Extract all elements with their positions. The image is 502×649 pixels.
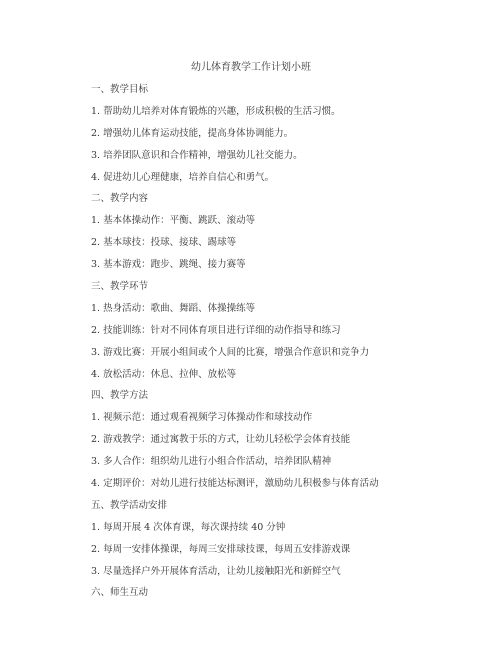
list-item: 3. 多人合作：组织幼儿进行小组合作活动，培养团队精神 — [91, 456, 332, 467]
list-item: 2. 基本球技：投球、接球、踢球等 — [91, 237, 237, 248]
list-item: 1. 每周开展 4 次体育课，每次课持续 40 分钟 — [91, 522, 286, 533]
list-item: 2. 游戏教学：通过寓教于乐的方式，让幼儿轻松学会体育技能 — [91, 434, 351, 445]
list-item: 2. 技能训练：针对不同体育项目进行详细的动作指导和练习 — [91, 325, 341, 336]
section-heading: 四、教学方法 — [91, 390, 149, 401]
list-item: 3. 尽量选择户外开展体育活动，让幼儿接触阳光和新鲜空气 — [91, 566, 341, 577]
list-item: 4. 定期评价：对幼儿进行技能达标测评，激励幼儿积极参与体育活动 — [91, 478, 379, 489]
list-item: 3. 基本游戏：跑步、跳绳、接力赛等 — [91, 259, 246, 270]
document-title: 幼儿体育教学工作计划小班 — [191, 62, 311, 73]
list-item: 3. 培养团队意识和合作精神，增强幼儿社交能力。 — [91, 150, 303, 161]
list-item: 1. 热身活动：歌曲、舞蹈、体操操练等 — [91, 303, 256, 314]
list-item: 1. 基本体操动作：平衡、跳跃、滚动等 — [91, 215, 256, 226]
section-heading: 三、教学环节 — [91, 281, 149, 292]
list-item: 2. 每周一安排体操课，每周三安排球技课，每周五安排游戏课 — [91, 544, 351, 555]
list-item: 3. 游戏比赛：开展小组间或个人间的比赛，增强合作意识和竞争力 — [91, 347, 370, 358]
section-heading: 一、教学目标 — [91, 84, 149, 95]
list-item: 2. 增强幼儿体育运动技能，提高身体协调能力。 — [91, 128, 294, 139]
list-item: 1. 帮助幼儿培养对体育锻炼的兴趣，形成积极的生活习惯。 — [91, 106, 341, 117]
list-item: 1. 视频示范：通过观看视频学习体操动作和球技动作 — [91, 412, 313, 423]
section-heading: 五、教学活动安排 — [91, 500, 168, 511]
section-heading: 六、师生互动 — [91, 587, 149, 598]
section-heading: 二、教学内容 — [91, 193, 149, 204]
list-item: 4. 放松活动：休息、拉伸、放松等 — [91, 369, 237, 380]
list-item: 4. 促进幼儿心理健康，培养自信心和勇气。 — [91, 172, 275, 183]
